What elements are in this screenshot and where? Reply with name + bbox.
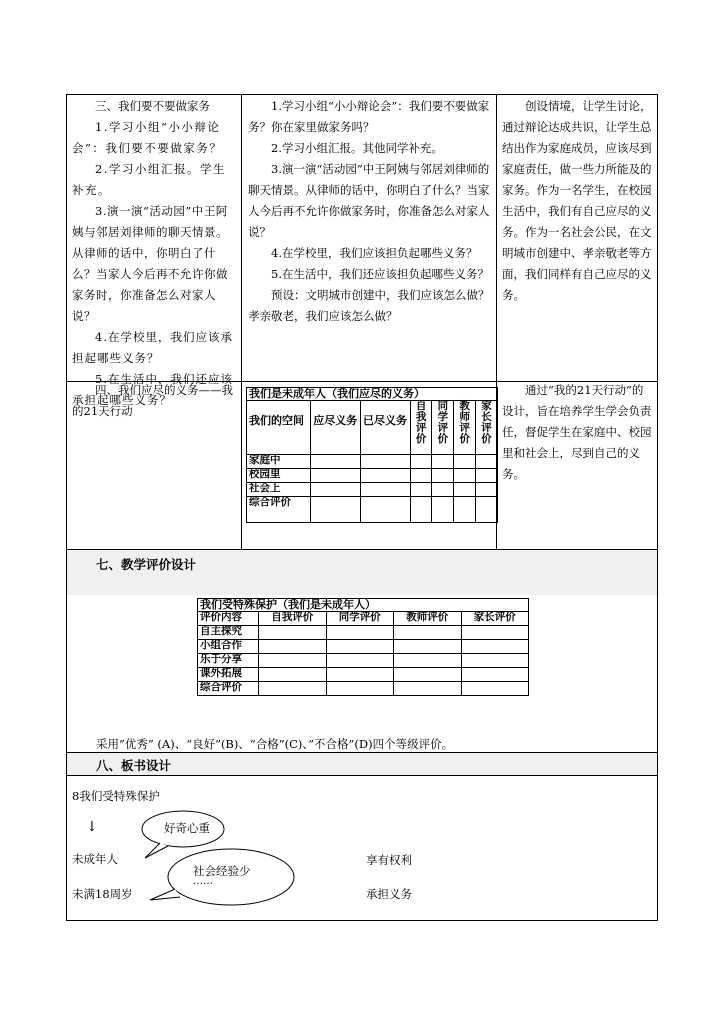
evaluation-row-label: 小组合作 <box>198 640 259 654</box>
obligation-header: 家长评价 <box>476 401 498 455</box>
obligation-header: 应尽义务 <box>311 401 361 455</box>
bubble-2-text-a: 社会经验少 <box>193 864 251 878</box>
evaluation-header: 评价内容 <box>198 612 259 626</box>
speech-bubble-1-tail <box>145 843 168 858</box>
evaluation-note: 采用”优秀” (A)、“良好”(B)、“合格”(C)、”不合格”(D)四个等级评价。 <box>96 737 454 751</box>
sec4-col3-text: 通过“我的21天行动”的设计，旨在培养学生学会负责任，督促学生在家庭中、校园里和社会上，尽到自己的义务。 <box>502 383 652 481</box>
evaluation-header: 同学评价 <box>326 612 394 626</box>
bubble-1-text: 好奇心重 <box>164 821 210 835</box>
evaluation-header: 自我评价 <box>259 612 327 626</box>
sec3-col2-p3: 4.在学校里，我们应该担负起哪些义务？ <box>271 246 478 260</box>
evaluation-row-label: 乐于分享 <box>198 654 259 668</box>
evaluation-row-label: 自主探究 <box>198 626 259 640</box>
sec3-col3-text: 创设情境，让学生讨论，通过辩论达成共识，让学生总结出作为家庭成员，应该尽到家庭责任，做一些力所能及的家务。作为一名学生，在校园生活中，我们有自己应尽的义务。作为一名社会公民，在文明城市创建中、孝亲敬老等方面，我们同样有自己应尽的义务。 <box>502 99 652 302</box>
sec3-col1-p1: 1.学习小组“小小辩论会”：我们要不要做家务？ <box>72 120 223 155</box>
obligation-row-label: 校园里 <box>247 469 311 483</box>
sec3-col2-p4: 5.在生活中，我们还应该担负起哪些义务？ <box>271 267 489 281</box>
obligation-header: 我们的空间 <box>247 401 311 455</box>
obligation-header: 已尽义务 <box>360 401 410 455</box>
evaluation-header: 教师评价 <box>394 612 462 626</box>
sec3-col1-p0: 三、我们要不要做家务 <box>95 99 210 113</box>
speech-bubble-2-tail <box>150 889 180 900</box>
sec4-col1-text: 四、我们应尽的义务——我的21天行动 <box>72 383 233 418</box>
obligation-header: 教师评价 <box>454 401 476 455</box>
evaluation-row-label: 综合评价 <box>198 682 259 696</box>
sec3-col2-p0: 1.学习小组“小小辩论会”：我们要不要做家务？你在家里做家务吗？ <box>248 99 490 134</box>
sec3-col1-p2: 2.学习小组汇报。学生补充。 <box>72 162 226 197</box>
obligation-header: 同学评价 <box>432 401 454 455</box>
evaluation-row-label: 课外拓展 <box>198 668 259 682</box>
obligation-table-title: 我们是未成年人（我们应尽的义务） <box>247 388 498 401</box>
board-left-1: 未成年人 <box>72 852 118 866</box>
board-left-2: 未满18周岁 <box>72 887 133 901</box>
sec3-col1-p3: 3.演一演“活动园”中王阿姨与邻居刘律师的聊天情景。从律师的话中，你明白了什么？当家人今后再不允许你做家务时，你准备怎么对家人说？ <box>72 204 228 323</box>
down-arrow-icon: ↓ <box>86 819 98 835</box>
sec3-col2-p5: 预设：文明城市创建中，我们应该怎么做？孝亲敬老，我们应该怎么做？ <box>248 288 490 323</box>
obligation-header: 自我评价 <box>410 401 432 455</box>
board-title: 8我们受特殊保护 <box>72 789 160 803</box>
obligation-row-label: 社会上 <box>247 483 311 497</box>
sec3-col2-p1: 2.学习小组汇报。其他同学补充。 <box>271 141 443 155</box>
board-right-1: 享有权利 <box>366 853 412 867</box>
evaluation-header: 家长评价 <box>461 612 529 626</box>
sec3-col1-p4: 4.在学校里，我们应该承担起哪些义务？ <box>72 330 233 365</box>
obligation-row-label: 综合评价 <box>247 497 311 523</box>
sec3-col1-p5: 5.在生活中，我们还应该承担起哪些义务？ <box>72 372 233 407</box>
sec7-heading: 七、教学评价设计 <box>96 557 197 572</box>
board-right-2: 承担义务 <box>366 887 412 901</box>
obligation-row-label: 家庭中 <box>247 455 311 469</box>
evaluation-table-title: 我们受特殊保护（我们是未成年人） <box>198 599 529 612</box>
bubble-2-text-b: …… <box>193 876 213 887</box>
sec3-col2-p2: 3.演一演“活动园”中王阿姨与邻居刘律师的聊天情景。从律师的话中，你明白了什么？当家人今后再不允许你做家务时，你准备怎么对家人说？ <box>248 162 490 239</box>
sec8-heading: 八、板书设计 <box>96 758 172 773</box>
